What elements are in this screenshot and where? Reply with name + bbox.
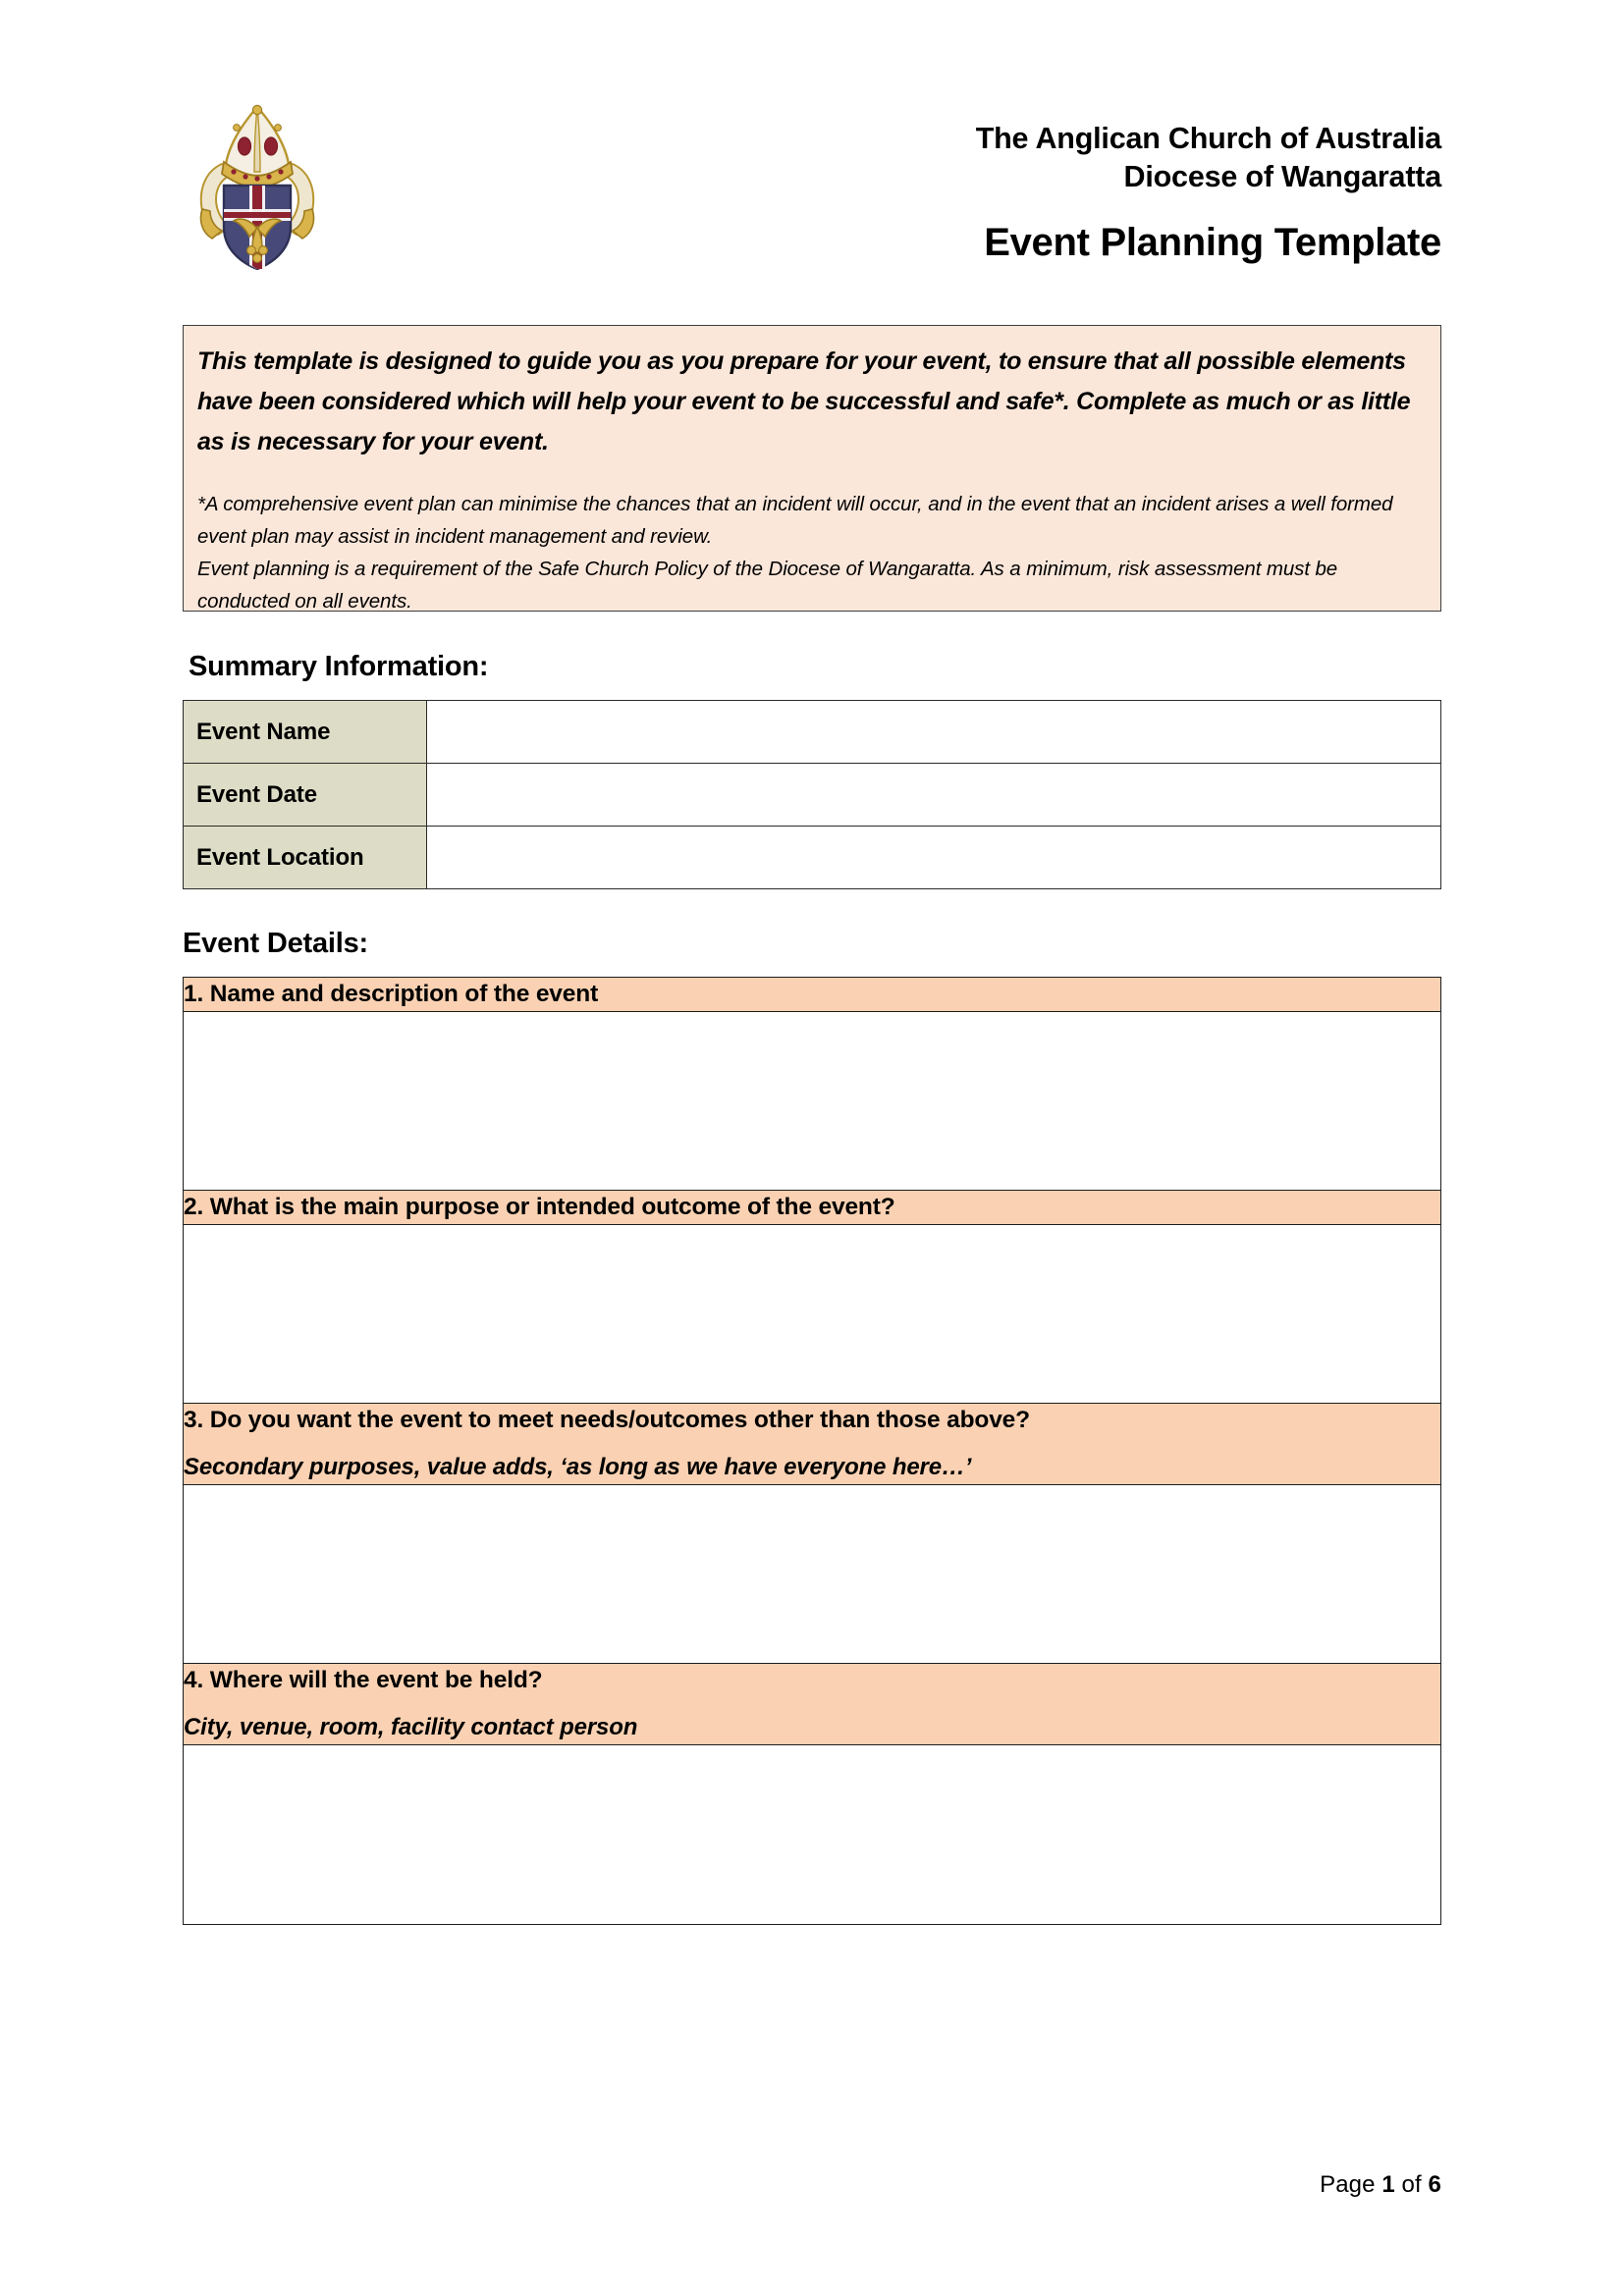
question-header-1 xyxy=(184,978,1441,1012)
event-details-table xyxy=(183,977,1441,1925)
answer-field-4[interactable] xyxy=(184,1745,1441,1925)
summary-label-event-name: Event Name xyxy=(184,701,427,764)
table-row xyxy=(184,1664,1441,1745)
table-row xyxy=(184,1485,1441,1664)
intro-footnote-2: Event planning is a requirement of the Safe Church Policy of the Diocese of Wangaratta. As a minimum, risk assessment must be conducted on all events. xyxy=(197,558,1338,613)
intro-footnote-1: *A comprehensive event plan can minimise the chances that an incident will occur, and in the event that an incident arises a well formed event plan may assist in incident management and review. xyxy=(197,493,1393,548)
table-row xyxy=(184,978,1441,1012)
org-line-diocese: Diocese of Wangaratta xyxy=(1123,160,1441,193)
answer-field-3[interactable] xyxy=(184,1485,1441,1664)
question-header-3 xyxy=(184,1404,1441,1485)
summary-section-heading: Summary Information: xyxy=(189,651,489,682)
table-row xyxy=(184,1225,1441,1404)
page-footer xyxy=(1320,2171,1441,2199)
question-header-4 xyxy=(184,1664,1441,1745)
organisation-name xyxy=(976,120,1441,196)
table-row xyxy=(184,701,1441,764)
table-row xyxy=(184,827,1441,889)
question-subtitle-4: City, venue, room, facility contact person xyxy=(184,1714,638,1740)
summary-input-event-date[interactable] xyxy=(427,764,1441,827)
table-row xyxy=(184,1191,1441,1225)
summary-information-table xyxy=(183,700,1441,889)
table-row xyxy=(184,1745,1441,1925)
footer-page-prefix: Page xyxy=(1320,2171,1382,2198)
footer-total-pages: 6 xyxy=(1428,2171,1441,2198)
details-section-heading: Event Details: xyxy=(183,928,368,959)
page-title: Event Planning Template xyxy=(984,221,1441,264)
intro-callout-box xyxy=(183,325,1441,612)
org-line-church: The Anglican Church of Australia xyxy=(975,122,1441,155)
footer-page-middle: of xyxy=(1394,2171,1429,2198)
answer-field-1[interactable] xyxy=(184,1012,1441,1191)
table-row xyxy=(184,1012,1441,1191)
summary-label-event-location: Event Location xyxy=(184,827,427,889)
anglican-mitre-crest-icon xyxy=(189,103,326,270)
summary-input-event-name[interactable] xyxy=(427,701,1441,764)
intro-lead-text: This template is designed to guide you as you prepare for your event, to ensure that all possible elements have been considered which will help your event to be successful and safe*. Complete as much or as little as is necessary for your event. xyxy=(197,347,1411,455)
question-title-2: 2. What is the main purpose or intended outcome of the event? xyxy=(184,1194,895,1220)
footer-current-page: 1 xyxy=(1381,2171,1395,2198)
question-subtitle-3: Secondary purposes, value adds, ‘as long as we have everyone here…’ xyxy=(184,1454,972,1480)
table-row xyxy=(184,764,1441,827)
question-header-2 xyxy=(184,1191,1441,1225)
answer-field-2[interactable] xyxy=(184,1225,1441,1404)
question-title-3: 3. Do you want the event to meet needs/outcomes other than those above? xyxy=(184,1407,1030,1433)
question-title-1: 1. Name and description of the event xyxy=(184,981,599,1007)
summary-label-event-date: Event Date xyxy=(184,764,427,827)
document-header xyxy=(0,98,1624,304)
question-title-4: 4. Where will the event be held? xyxy=(184,1667,543,1693)
table-row xyxy=(184,1404,1441,1485)
summary-input-event-location[interactable] xyxy=(427,827,1441,889)
